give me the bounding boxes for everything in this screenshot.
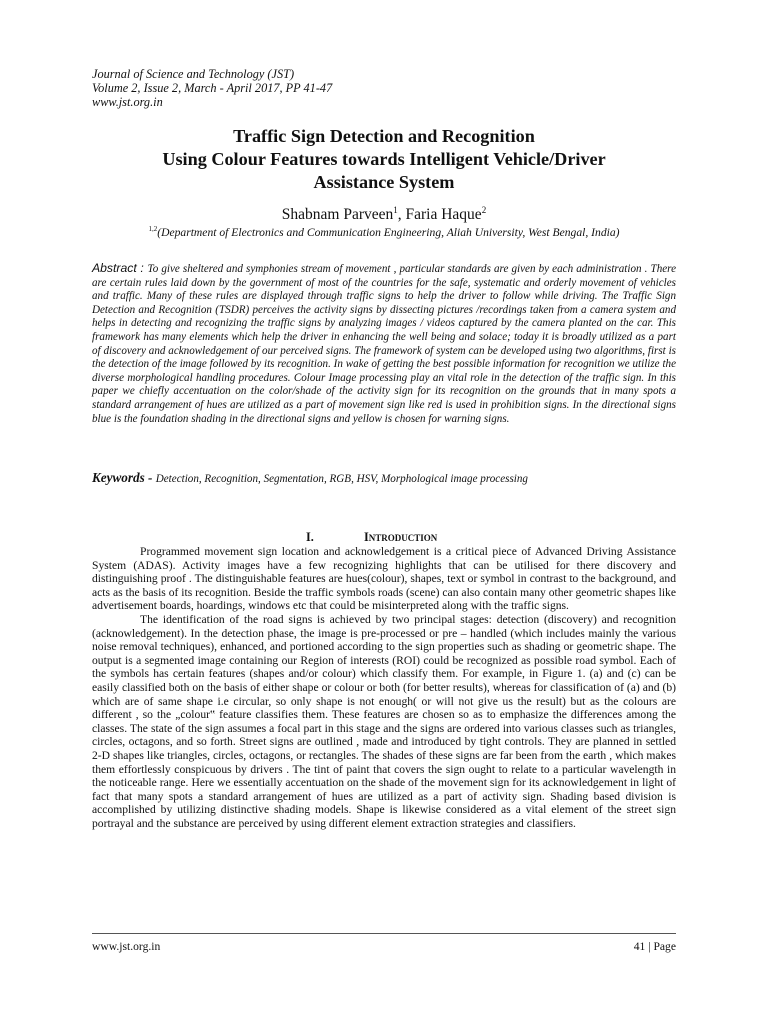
abstract (92, 262, 676, 426)
keywords-text: Detection, Recognition, Segmentation, RGB, HSV, Morphological image processing (155, 473, 528, 485)
affiliation (92, 225, 676, 239)
body-text (92, 545, 676, 830)
affiliation-text: (Department of Electronics and Communication Engineering, Aliah University, West Bengal, India) (157, 225, 620, 239)
page-number: 41 | Page (633, 940, 676, 953)
body-paragraph: Programmed movement sign location and acknowledgement is a critical piece of Advanced Driving Assistance System (ADAS). Activity images have a few recognizing highlights that can be utilised for there discovery and distinguishing proof . The distinguishable features are hues(colour), shapes, text or symbol in contrast to the background, and acts as the basis of its recognition. Beside the traffic symbols roads (scene) can also contain many other geometric shapes like advertisement boards, hoardings, windows etc that could be misinterpreted along with the traffic signs. (92, 545, 676, 613)
title-line-2: Using Colour Features towards Intelligent Vehicle/Driver (162, 148, 606, 169)
keywords (92, 470, 676, 486)
abstract-separator: : (136, 261, 148, 275)
body-paragraph: The identification of the road signs is achieved by two principal stages: detection (discovery) and recognition (acknowledgement). In the detection phase, the image is pre-processed or pre – handled (which includes mainly the various noise removal techniques), enhanced, and portioned according to the sign properties such as shading or geometric shape. The output is a segmented image containing our Region of interests (ROI) could be recognized as possible road symbol. Each of the symbols has certain features (shapes and/or colour) which classify them. For example, in Figure 1. (a) and (c) can be easily classified both on the basis of either shape or colour or both (for better results), whereas for classification of (a) and (b) which are of same shape i.e circular, so only shape is not enough( or will not give us the result) but as the colours are different , so the „colour‟ feature classifies them. These features are chosen so as to emphasize the differences among the classes. The state of the sign assumes a focal part in this stage and the signs are ordered into various classes such as triangles, circles, octagons, and so forth. Street signs are outlined , made and introduced by tight controls. They are planned in settled 2-D shapes like triangles, circles, octagons, or rectangles. The shades of these signs are far been from the earth , which makes them effortlessly conspicuous by drivers . The tint of paint that covers the sign ought to relate to a particular wavelength in the noticeable range. Here we essentially accentuation on the shade of the movement sign for its acknowledgement in light of fact that many spots a standard arrangement of hues are utilized as a part of activity sign. Shading based division is accomplished by utilizing distinctive shading models. Shape is likewise considered as a vital element of the street sign portrayal and the substance are perceived by using different element extraction strategies and classifiers. (92, 612, 676, 830)
author-1-affil-mark: 1 (393, 205, 398, 215)
author-2-affil-mark: 2 (481, 205, 487, 215)
author-separator: , (397, 206, 406, 224)
affiliation-marks: 1,2 (148, 225, 158, 233)
author-2-name: Faria Haque (405, 206, 482, 224)
journal-header (92, 68, 332, 109)
title-line-3: Assistance System (313, 171, 455, 192)
footer-website: www.jst.org.in (92, 940, 161, 953)
section-number: I. (306, 530, 314, 544)
abstract-label: Abstract (92, 261, 137, 275)
journal-website: www.jst.org.in (92, 94, 163, 109)
footer-divider (92, 933, 676, 934)
keywords-separator: - (144, 470, 156, 485)
paper-title (92, 125, 676, 193)
journal-issue: Volume 2, Issue 2, March - April 2017, PP 41-47 (92, 80, 333, 95)
author-list (92, 205, 676, 224)
keywords-label: Keywords (92, 470, 145, 485)
abstract-text: To give sheltered and symphonies stream of movement , particular standards are given by each administration . There are certain rules laid down by the government of most of the countries for the safe, systematic and orderly movement of vehicles and traffic. Many of these rules are displayed through traffic signs to help the driver to follow while driving. The Traffic Sign Detection and Recognition (TSDR) perceives the activity signs by dissecting pictures /recordings taken from a camera system and helps in detecting and recognizing the traffic signs by analyzing images / videos captured by the camera planted on the car. This framework has many elements which help the driver in enhancing the well being and solace; today it is broadly utilized as a part of discovery and acknowledgement of our perceived signs. The framework of system can be developed using two algorithms, first is the detection of the image followed by its recognition. In wake of getting the best possible information for recognition we utilize the diverse morphological handling procedures. Colour Image processing play an vital role in the detection of the traffic sign. In this paper we chiefly accentuation on the color/shade of the activity sign for its recognition on the grounds that in many spots a standard arrangement of hues are utilized as a part of movement sign like red is used in prohibition signs. In the directional signs blue is the foundation shading in the directional signs and yellow is chosen for warning signs. (92, 263, 676, 425)
section-title: Introduction (364, 530, 438, 544)
title-line-1: Traffic Sign Detection and Recognition (233, 126, 535, 146)
journal-name: Journal of Science and Technology (JST) (92, 67, 295, 81)
author-1-name: Shabnam Parveen (281, 206, 394, 224)
